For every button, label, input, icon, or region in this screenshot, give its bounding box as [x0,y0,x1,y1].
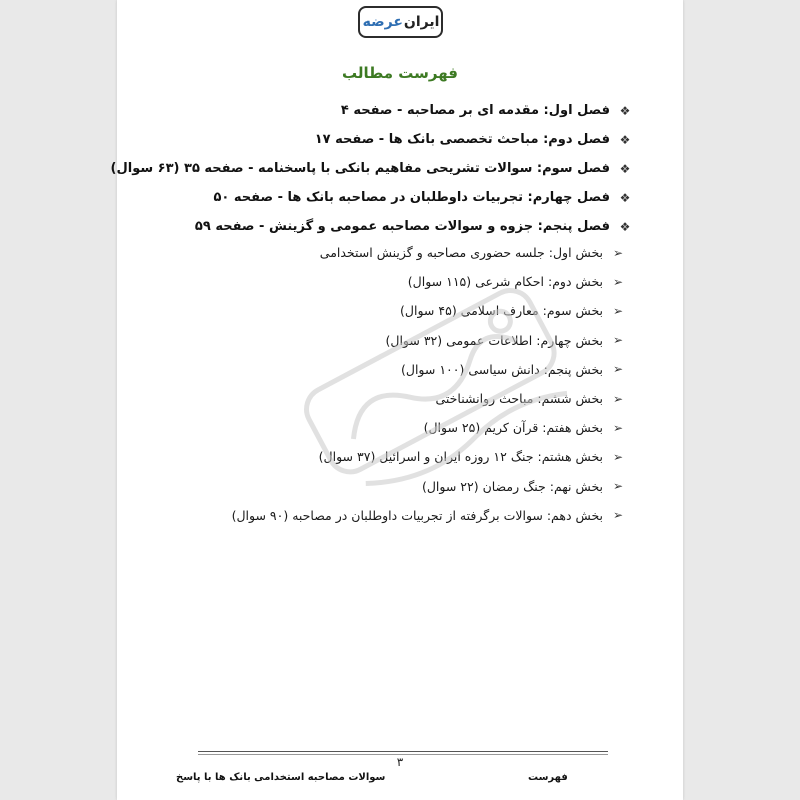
section-list [232,238,624,530]
section-label: بخش دهم: سوالات برگرفته از تجربیات داوطلبان در مصاحبه (۹۰ سوال) [231,507,603,523]
chapter-list [111,96,632,241]
arrowhead-bullet-icon: ➢ [612,245,624,260]
section-item [232,413,624,442]
chapter-label: فصل پنجم: جزوه و سوالات مصاحبه عمومی و گزینش - صفحه ۵۹ [194,219,610,234]
section-label: بخش چهارم: اطلاعات عمومی (۳۲ سوال) [385,332,603,348]
section-label: بخش سوم: معارف اسلامی (۴۵ سوال) [400,303,603,319]
chapter-label: فصل اول: مقدمه ای بر مصاحبه - صفحه ۴ [340,103,610,118]
section-item [232,384,624,413]
arrowhead-bullet-icon: ➢ [612,508,624,523]
section-label: بخش اول: جلسه حضوری مصاحبه و گزینش استخدامی [319,245,603,261]
chapter-item [111,154,632,183]
arrowhead-bullet-icon: ➢ [612,362,624,377]
diamond-bullet-icon: ❖ [619,103,631,118]
diamond-bullet-icon: ❖ [619,190,631,205]
chapter-label: فصل سوم: سوالات تشریحی مفاهیم بانکی با پاسخنامه - صفحه ۳۵ (۶۳ سوال) [110,161,610,176]
footer-divider [198,751,608,752]
section-item [232,355,624,384]
chapter-item [111,96,632,125]
section-item [232,267,624,296]
arrowhead-bullet-icon: ➢ [612,391,624,406]
logo-text-part2: عرضه [362,14,403,30]
arrowhead-bullet-icon: ➢ [612,449,624,464]
section-item [232,472,624,501]
diamond-bullet-icon: ❖ [619,219,631,234]
arrowhead-bullet-icon: ➢ [612,479,624,494]
chapter-label: فصل چهارم: تجربیات داوطلبان در مصاحبه بانک ها - صفحه ۵۰ [213,190,610,205]
footer-book-title: سوالات مصاحبه استخدامی بانک ها با پاسخ [176,772,386,783]
section-label: بخش ششم: مباحث روانشناختی [435,391,603,407]
section-item [232,238,624,267]
section-label: بخش هفتم: قرآن کریم (۲۵ سوال) [423,420,603,436]
logo-text-part1: ایران [403,14,440,30]
arrowhead-bullet-icon: ➢ [612,274,624,289]
section-label: بخش پنجم: دانش سیاسی (۱۰۰ سوال) [400,361,603,377]
footer-section-name: فهرست [528,772,568,783]
section-item [232,296,624,325]
chapter-label: فصل دوم: مباحث تخصصی بانک ها - صفحه ۱۷ [314,132,610,147]
diamond-bullet-icon: ❖ [619,161,631,176]
section-label: بخش نهم: جنگ رمضان (۲۲ سوال) [421,478,603,494]
chapter-item [111,125,632,154]
diamond-bullet-icon: ❖ [619,132,631,147]
section-label: بخش دوم: احکام شرعی (۱۱۵ سوال) [407,274,603,290]
section-label: بخش هشتم: جنگ ۱۲ روزه ایران و اسرائیل (۳۷ سوال) [318,449,603,465]
arrowhead-bullet-icon: ➢ [612,303,624,318]
page-number: ۳ [396,755,404,769]
section-item [232,501,624,530]
brand-logo [358,6,443,38]
section-item [232,442,624,471]
section-item [232,326,624,355]
arrowhead-bullet-icon: ➢ [612,333,624,348]
chapter-item [111,212,632,241]
arrowhead-bullet-icon: ➢ [612,420,624,435]
page-title: فهرست مطالب [342,64,458,82]
chapter-item [111,183,632,212]
